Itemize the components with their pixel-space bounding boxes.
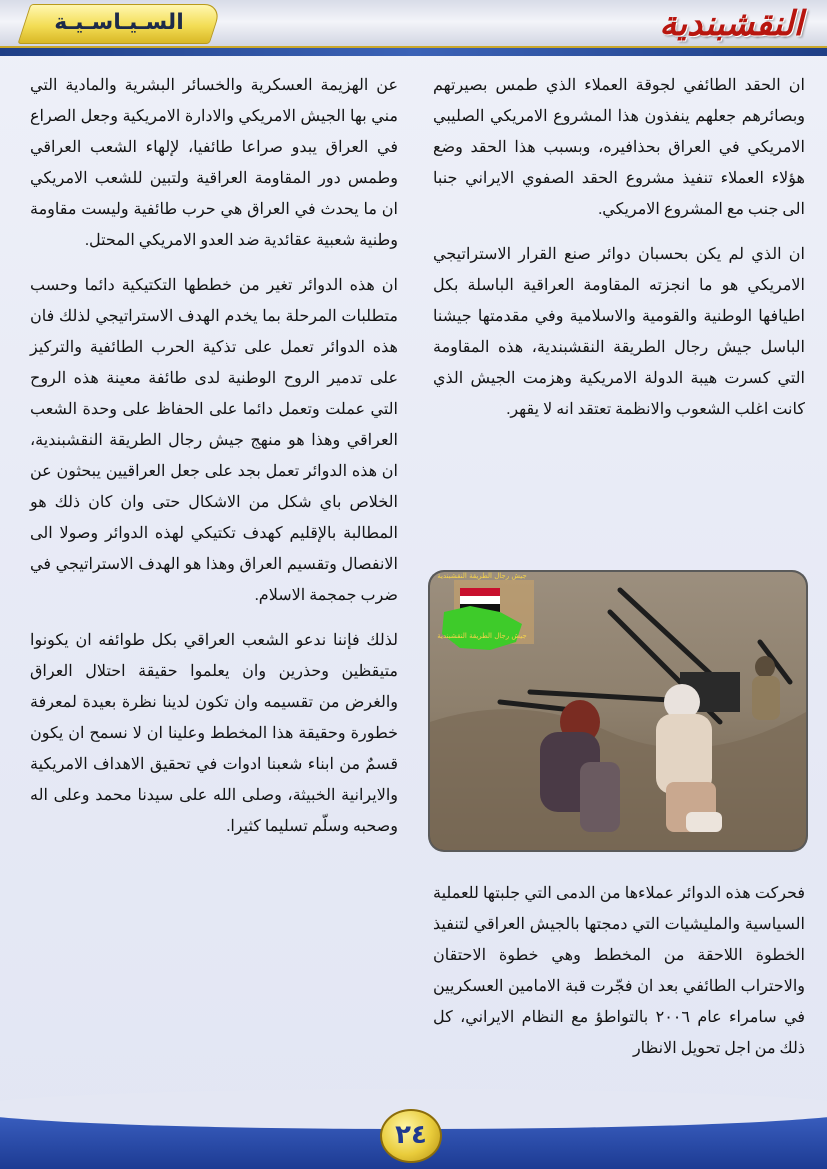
left-paragraph-1: عن الهزيمة العسكرية والخسائر البشرية والمادية التي مني بها الجيش الامريكي والادارة الامريكية وجعل الصراع في العراق يبدو صراعا طائفيا، لإلهاء الشعب العراقي وطمس دور المقاومة العراقية ولتبين للشعب الامريكي ان ما يحدث في العراق هي حرب طائفية وليست مقاومة وطنية شعبية عقائدية ضد العدو الامريكي المحتل. bbox=[30, 77, 398, 249]
right-column bbox=[433, 70, 805, 439]
page-number: ٢٤ bbox=[380, 1109, 442, 1163]
left-paragraph-2: ان هذه الدوائر تغير من خططها التكتيكية دائما وحسب متطلبات المرحلة بما يخدم الهدف الاستراتيجي لذلك فان هذه الدوائر تعمل على تذكية الحرب الطائفية والتركيز على تدمير الروح الوطنية لدى طائفة معينة هذه الروح التي عملت وتعمل دائما على الحفاظ على وحدة الشعب العراقي وهذا هو منهج جيش رجال الطريقة النقشبندية، ان هذه الدوائر تعمل بجد على جعل العراقيين يبحثون عن الخلاص باي شكل من الاشكال حتى وان كان ذلك هو المطالبة بالإقليم كهدف تكتيكي لهذه الدوائر وصولا الى الانفصال وتقسيم العراق وهذا هو الهدف الاستراتيجي في ضرب جمجمة الاسلام. bbox=[30, 277, 398, 604]
logo-caption-top: جيش رجال الطريقة النقشبندية bbox=[437, 572, 527, 580]
article-photo bbox=[430, 572, 806, 850]
left-column bbox=[30, 70, 398, 856]
fighters-photo-illustration bbox=[430, 572, 806, 850]
right-paragraph-2: ان الذي لم يكن بحسبان دوائر صنع القرار الاستراتيجي الامريكي هو ما انجزته المقاومة العراقية الباسلة بكل اطيافها الوطنية والقومية والاسلامية وفي مقدمتها جيشنا الباسل جيش رجال الطريقة النقشبندية، هذه المقاومة التي كسرت هيبة الدولة الامريكية وهزمت الجيش الذي كانت اغلب الشعوب والانظمة تعتقد انه لا يقهر. bbox=[433, 246, 805, 418]
right-column-bottom bbox=[433, 878, 805, 1078]
page-footer bbox=[0, 1099, 827, 1169]
page-header bbox=[0, 0, 827, 60]
right-paragraph-1: ان الحقد الطائفي لجوقة العملاء الذي طمس بصيرتهم وبصائرهم جعلهم ينفذون هذا المشروع الامريكي الصليبي الامريكي في العراق بحذافيره، وبسبب هذا الحقد وضع هؤلاء العملاء تنفيذ مشروع الحقد الصفوي الايراني جنبا الى جنب مع المشروع الامريكي. bbox=[433, 77, 805, 218]
left-paragraph-3: لذلك فإننا ندعو الشعب العراقي بكل طوائفه ان يكونوا متيقظين وحذرين وان يعلموا حقيقة احتلال العراق والغرض من تقسيمه وان تكون لدينا نظرة بعيدة لمعرفة خطورة وحقيقة هذا المخطط وعلينا ان لا نسمح ان يكون قسمٌ من ابناء شعبنا ادوات في تحقيق الاهداف الامريكية والايرانية الخبيثة، وصلى الله على سيدنا محمد وعلى اله وصحبه وسلّم تسليما كثيرا. bbox=[30, 632, 398, 835]
header-rule bbox=[0, 46, 827, 56]
logo-caption-bottom: جيش رجال الطريقة النقشبندية bbox=[437, 632, 527, 640]
magazine-logo: النقشبندية bbox=[659, 4, 803, 44]
section-title: السـيـاسـيـة bbox=[54, 10, 184, 35]
right-paragraph-3: فحركت هذه الدوائر عملاءها من الدمى التي جلبتها للعملية السياسية والمليشيات التي دمجتها بالجيش العراقي لتنفيذ الخطوة اللاحقة من المخطط وهي خطوة الاحتقان والاحتراب الطائفي بعد ان فجّرت قبة الامامين العسكريين في سامراء عام ٢٠٠٦ بالتواطؤ مع النظام الايراني، كل ذلك من اجل تحويل الانظار bbox=[433, 885, 805, 1057]
